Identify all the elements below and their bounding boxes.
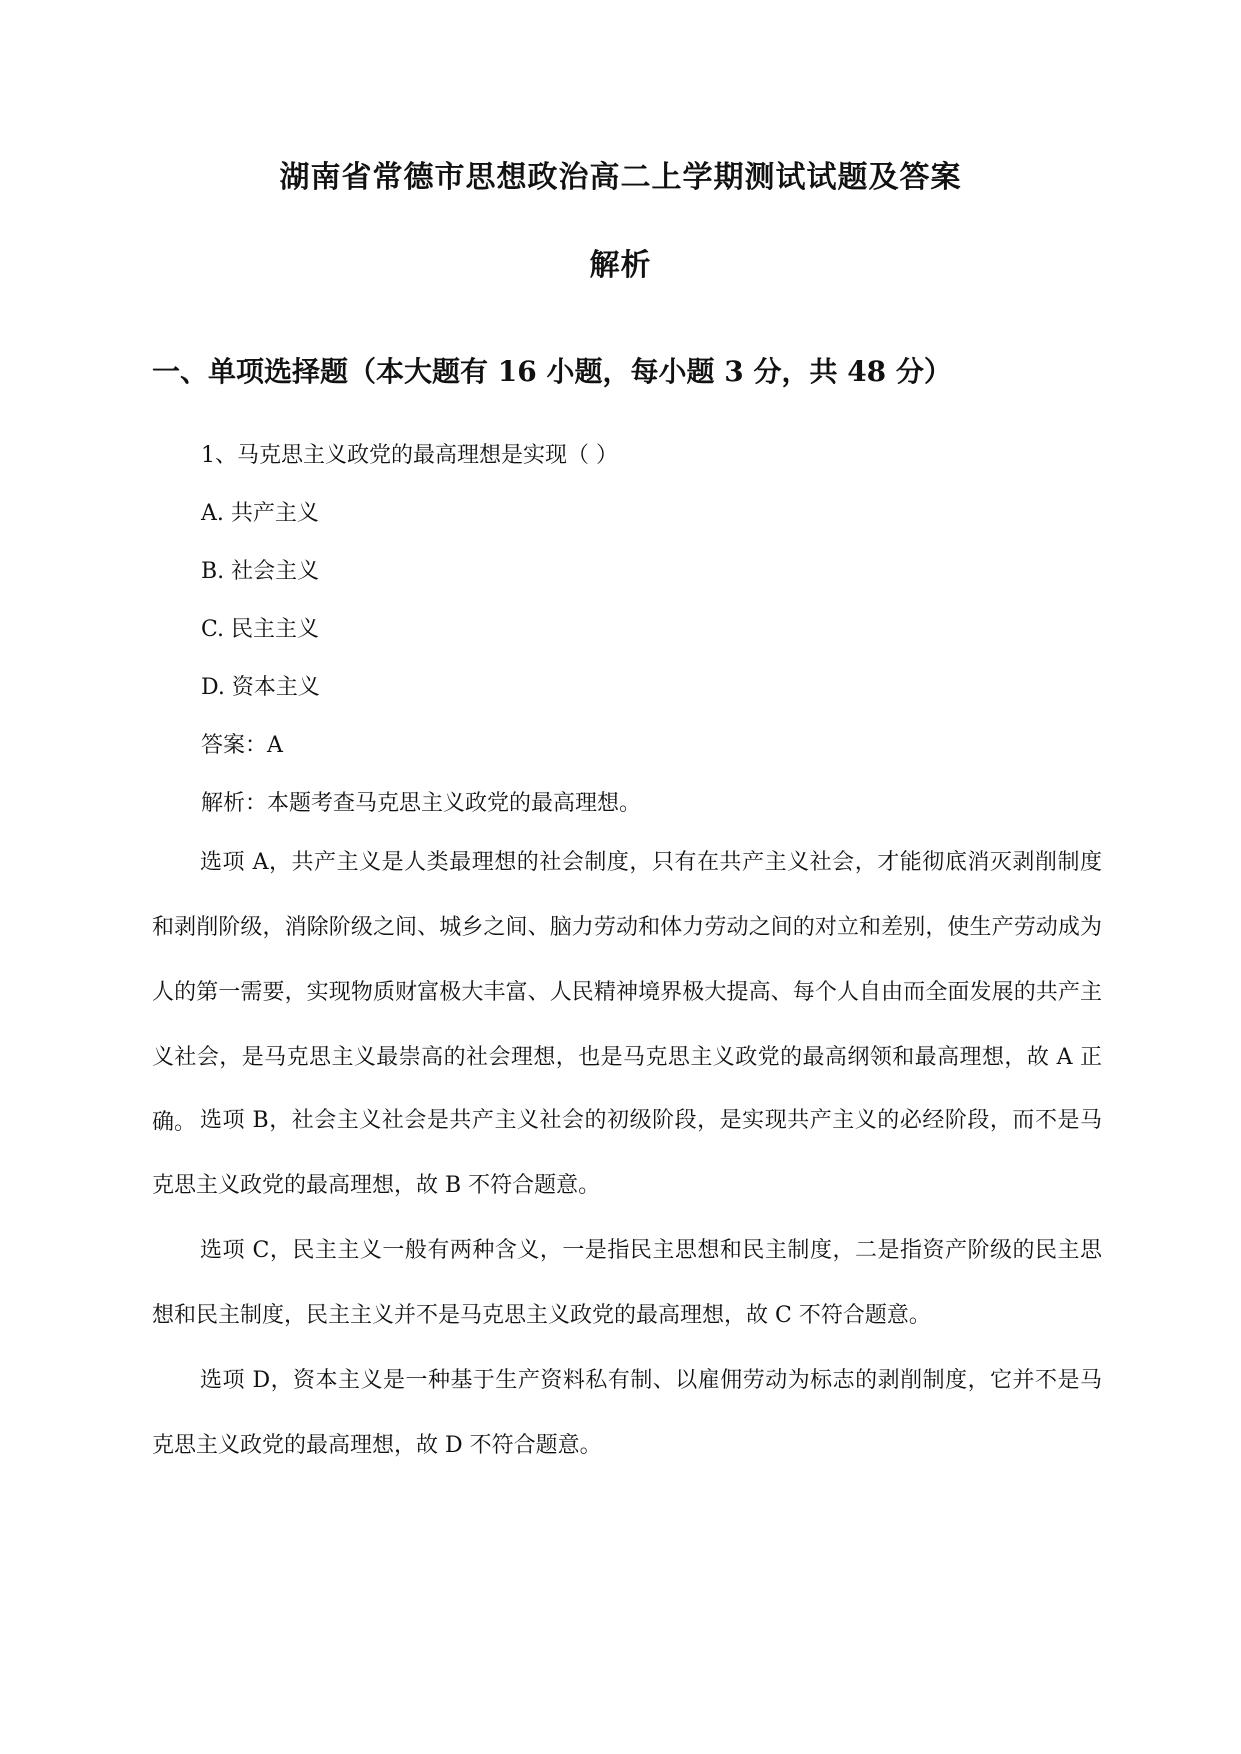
analysis-intro: 解析：本题考查马克思主义政党的最高理想。: [201, 791, 642, 816]
section-heading: 一、单项选择题（本大题有 16 小题，每小题 3 分，共 48 分）: [152, 355, 952, 388]
analysis-paragraph-b: 选项 B，社会主义社会是共产主义社会的初级阶段，是实现共产主义的必经阶段，而不是马克思主义政党的最高理想，故 B 不符合题意。: [152, 1108, 1102, 1198]
option-d: D. 资本主义: [201, 675, 320, 700]
analysis-paragraph-d: 选项 D，资本主义是一种基于生产资料私有制、以雇佣劳动为标志的剥削制度，它并不是马克思主义政党的最高理想，故 D 不符合题意。: [152, 1368, 1102, 1458]
analysis-paragraph-c: 选项 C，民主主义一般有两种含义，一是指民主思想和民主制度，二是指资产阶级的民主思想和民主制度，民主主义并不是马克思主义政党的最高理想，故 C 不符合题意。: [152, 1238, 1102, 1328]
document-title-continued: 解析: [589, 248, 652, 283]
question-stem: 1、马克思主义政党的最高理想是实现（ ）: [201, 443, 618, 468]
answer-line: 答案：A: [201, 733, 283, 758]
option-b: B. 社会主义: [201, 559, 320, 584]
option-c: C. 民主主义: [201, 617, 320, 642]
option-a: A. 共产主义: [201, 501, 319, 526]
document-title: 湖南省常德市思想政治高二上学期测试试题及答案: [279, 160, 962, 195]
analysis-paragraph-a: 选项 A，共产主义是人类最理想的社会制度，只有在共产主义社会，才能彻底消灭剥削制度和剥削阶级，消除阶级之间、城乡之间、脑力劳动和体力劳动之间的对立和差别，使生产劳动成为人的第一需要，实现物质财富极大丰富、人民精神境界极大提高、每个人自由而全面发展的共产主义社会，是马克思主义最崇高的社会理想，也是马克思主义政党的最高纲领和最高理想，故 A 正确。: [152, 850, 1102, 1135]
